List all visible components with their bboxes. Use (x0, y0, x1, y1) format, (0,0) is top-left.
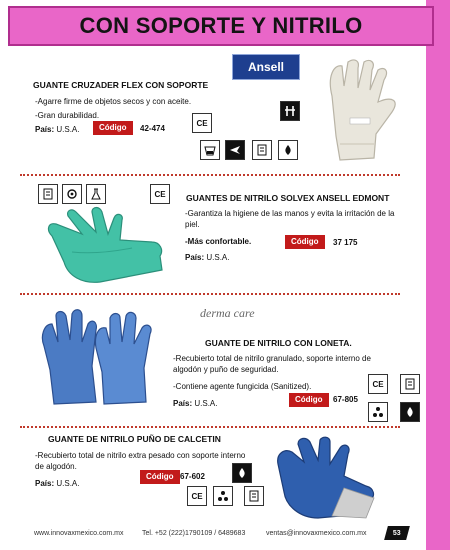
manual-info-icon (38, 184, 58, 204)
product-4-title: GUANTE DE NITRILO PUÑO DE CALCETIN (48, 434, 221, 444)
country-value: U.S.A. (206, 253, 230, 262)
product-1-country-row (35, 124, 79, 135)
ce-mark-icon: CE (150, 184, 170, 204)
product-1-line-1: -Agarre firme de objetos secos y con aceite. (35, 97, 192, 106)
cruzader-glove-image (312, 56, 414, 164)
page-number: 53 (384, 526, 410, 540)
product-4-line-1: -Recubierto total de nitrilo extra pesado con soporte interno de algodón. (35, 451, 246, 471)
product-2-code-badge: Código (285, 235, 325, 249)
product-4-code: 67-602 (180, 472, 205, 481)
manual-info-icon (400, 374, 420, 394)
ce-mark-icon: CE (192, 113, 212, 133)
product-3-code-badge: Código (289, 393, 329, 407)
product-3-title: GUANTE DE NITRILO CON LONETA. (205, 338, 352, 348)
product-2-line-2: -Más confortable. (185, 237, 252, 246)
mechanical-risk-icon (225, 140, 245, 160)
product-2-title: GUANTES DE NITRILO SOLVEX ANSELL EDMONT (186, 193, 390, 203)
product-3-country-row (173, 398, 217, 409)
loneta-gloves-image (38, 306, 158, 408)
product-4-country-row (35, 478, 79, 489)
chemical-hazard-icon (280, 101, 300, 121)
ce-mark-icon: CE (187, 486, 207, 506)
separator-2 (20, 293, 400, 295)
country-value: U.S.A. (56, 125, 80, 134)
liquid-drop-icon (232, 463, 252, 483)
country-label: País: (185, 253, 205, 262)
country-value: U.S.A. (194, 399, 218, 408)
ansell-logo: Ansell (232, 54, 300, 80)
country-value: U.S.A. (56, 479, 80, 488)
product-2-code: 37 175 (333, 238, 358, 247)
biohazard-icon (213, 486, 233, 506)
country-label: País: (35, 479, 55, 488)
ce-mark-icon: CE (368, 374, 388, 394)
product-3-line-1: -Recubierto total de nitrilo granulado, soporte interno de algodón y puño de seguridad. (173, 354, 371, 374)
product-1-title: GUANTE CRUZADER FLEX CON SOPORTE (33, 80, 209, 90)
product-1-line-2: -Gran durabilidad. (35, 111, 100, 120)
biohazard-icon (368, 402, 388, 422)
country-label: País: (35, 125, 55, 134)
product-3-line-2: -Contiene agente fungicida (Sanitized). (173, 382, 312, 391)
product-3-code: 67-805 (333, 395, 358, 404)
country-label: País: (173, 399, 193, 408)
footer-phone: Tel. +52 (222)1790109 / 6489683 (142, 530, 246, 537)
dermacare-logo: derma care (200, 306, 255, 320)
heat-protection-icon (278, 140, 298, 160)
page-title: CON SOPORTE Y NITRILO (79, 13, 363, 38)
product-1-code: 42-474 (140, 124, 165, 133)
product-2-line-1: -Garantiza la higiene de las manos y evita la irritación de la piel. (185, 209, 395, 229)
manual-info-icon (252, 140, 272, 160)
chemical-flask-icon (86, 184, 106, 204)
liquid-drop-icon (400, 402, 420, 422)
calcetin-glove-image (270, 436, 388, 522)
separator-1 (20, 174, 400, 176)
right-accent-bar (426, 0, 450, 550)
product-1-code-badge: Código (93, 121, 133, 135)
footer-website: www.innovaxmexico.com.mx (34, 530, 124, 537)
manual-info-icon (244, 486, 264, 506)
solvex-glove-image (42, 206, 167, 290)
liquid-protection-icon (200, 140, 220, 160)
separator-3 (20, 426, 400, 428)
product-4-code-badge: Código (140, 470, 180, 484)
biohazard-icon (62, 184, 82, 204)
footer-email: ventas@innovaxmexico.com.mx (266, 530, 367, 537)
product-2-country-row (185, 252, 229, 263)
page-header (8, 6, 434, 46)
